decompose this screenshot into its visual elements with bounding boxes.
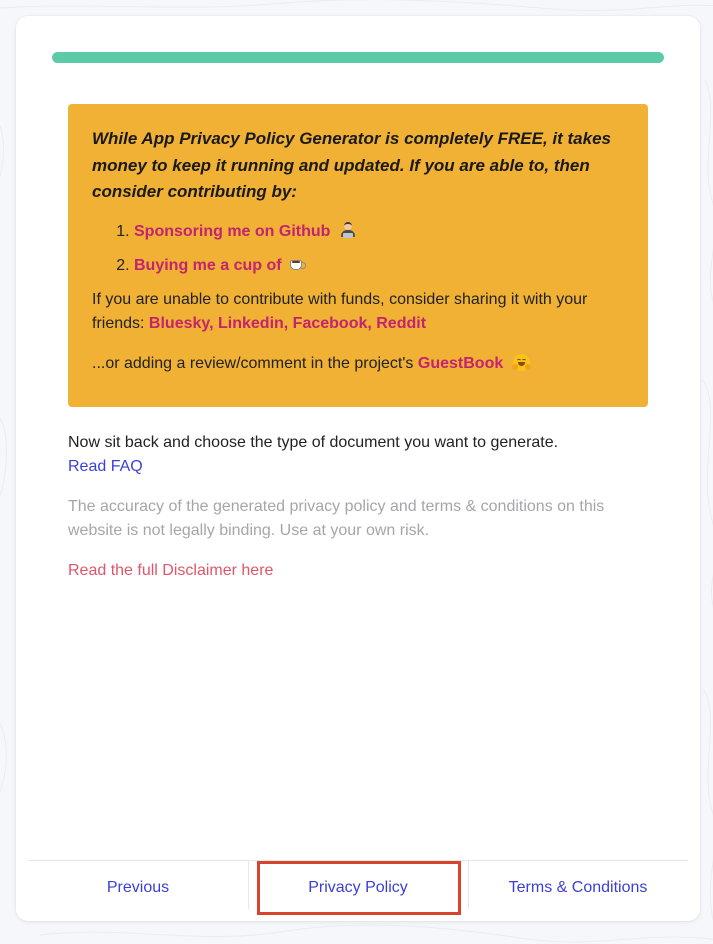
previous-button[interactable]: Previous: [106, 879, 170, 896]
github-sponsor-link[interactable]: Sponsoring me on Github: [134, 222, 331, 240]
share-prefix-text: If you are unable to contribute with funds, consider sharing it with your friends:: [92, 290, 588, 332]
share-link-facebook[interactable]: Facebook: [292, 314, 368, 332]
wizard-footer-nav: [28, 860, 688, 915]
donation-options-list: [92, 220, 624, 278]
donation-intro: While App Privacy Policy Generator is completely FREE, it takes money to keep it running and updated. If you are able to, then consider contributing by:: [92, 129, 611, 201]
share-paragraph: [92, 288, 624, 336]
accuracy-note: The accuracy of the generated privacy policy and terms & conditions on this website is not legally binding. Use at your own risk.: [68, 498, 605, 539]
wizard-card: [16, 16, 700, 921]
donation-option-github: [134, 220, 624, 244]
share-link-linkedin[interactable]: Linkedin: [218, 314, 284, 332]
review-paragraph: [92, 352, 624, 376]
instructions-text: Now sit back and choose the type of document you want to generate.: [68, 434, 559, 451]
hugging-face-emoji-icon: [512, 353, 531, 372]
buy-coffee-link[interactable]: Buying me a cup of: [134, 256, 282, 274]
share-link-reddit[interactable]: Reddit: [376, 314, 427, 332]
donation-option-coffee: [134, 254, 624, 278]
progress-bar-fill: [52, 52, 664, 63]
privacy-policy-button[interactable]: Privacy Policy: [248, 861, 468, 915]
read-disclaimer-link[interactable]: Read the full Disclaimer here: [68, 562, 274, 579]
share-link-bluesky[interactable]: Bluesky: [148, 314, 210, 332]
terms-conditions-button[interactable]: Terms & Conditions: [468, 861, 688, 915]
share-separator: ,: [209, 314, 218, 332]
guestbook-link[interactable]: GuestBook: [417, 354, 504, 372]
review-prefix-text: ...or adding a review/comment in the project's: [92, 354, 414, 372]
coffee-emoji-icon: [290, 257, 306, 271]
donation-callout: [68, 104, 648, 407]
disclaimer-paragraph: [68, 559, 658, 583]
read-faq-link[interactable]: Read FAQ: [68, 458, 143, 475]
share-separator: ,: [283, 314, 293, 332]
share-separator: ,: [367, 314, 377, 332]
instructions-paragraph: [68, 431, 658, 479]
technologist-emoji-icon: [339, 221, 357, 239]
progress-bar: [52, 52, 664, 63]
